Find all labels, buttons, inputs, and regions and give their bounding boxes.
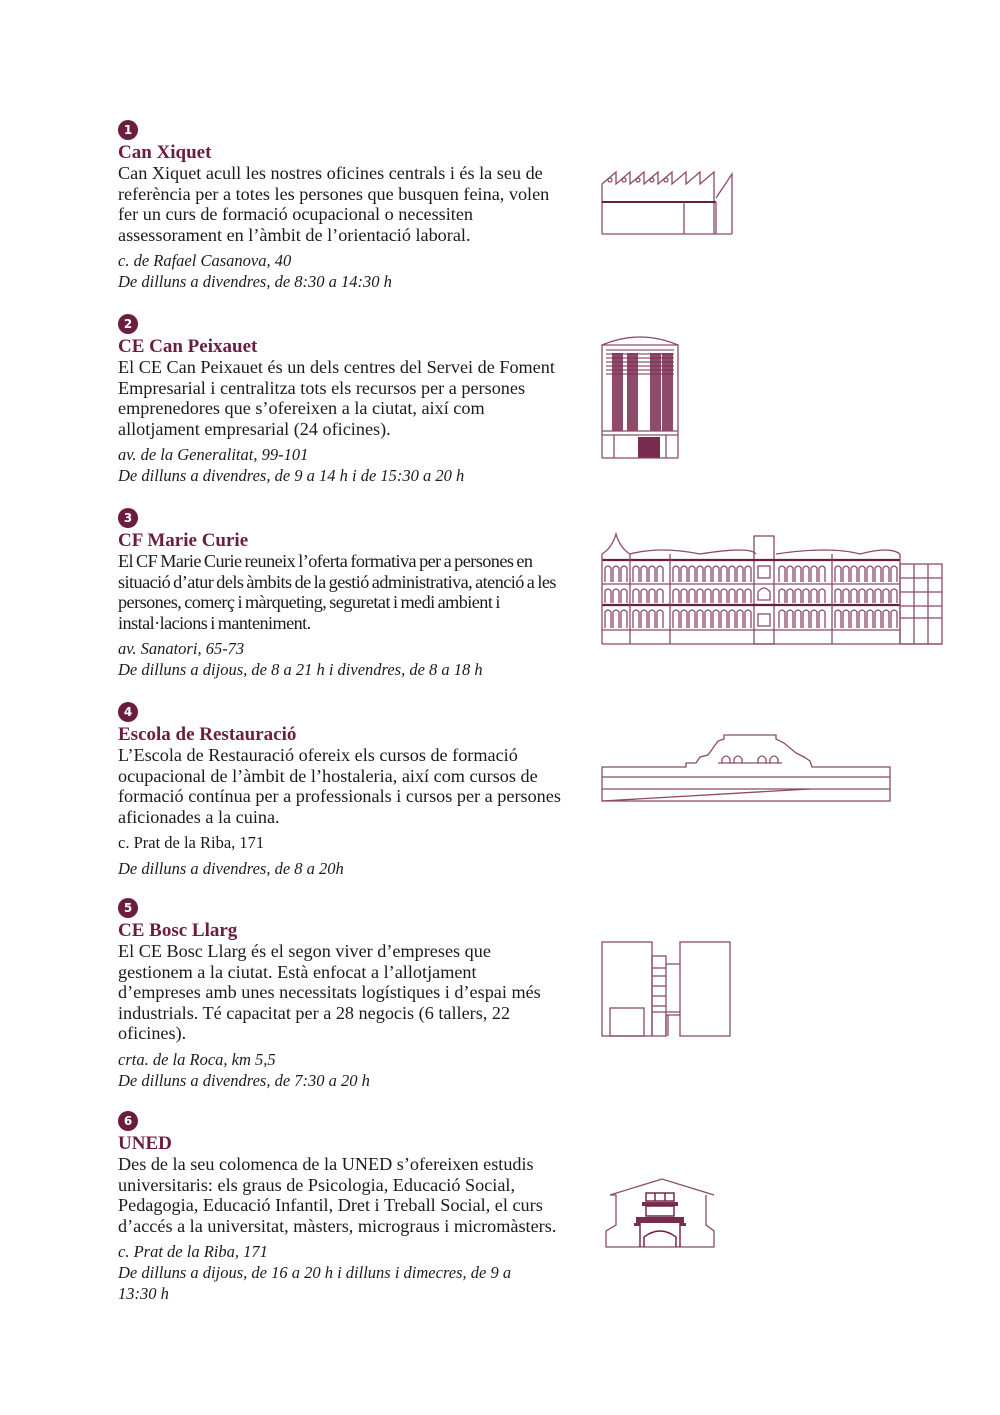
arched-window <box>705 566 711 582</box>
arched-window <box>697 589 703 603</box>
arched-window <box>803 566 809 582</box>
arched-window <box>859 566 865 582</box>
location-entry-can-xiquet <box>118 120 568 292</box>
location-address: av. de la Generalitat, 99-101 <box>118 445 309 464</box>
location-entry-marie-curie <box>118 508 568 680</box>
arched-window <box>803 610 809 628</box>
arched-window <box>795 589 801 603</box>
arched-window <box>633 589 639 603</box>
location-entry-can-peixauet <box>118 314 568 486</box>
arched-window <box>705 589 711 603</box>
location-description: El CE Can Peixauet és un dels centres del Servei de Foment Empresarial i centralitza tots els recursos per a persones emprenedores que s’ofereixen a la ciutat, així com allotjament empresarial (24 oficines). <box>118 357 555 439</box>
arched-window <box>605 589 611 603</box>
arched-window <box>605 566 611 582</box>
location-entry-bosc-llarg <box>118 898 568 1091</box>
arched-window <box>745 610 751 628</box>
number-badge: 2 <box>118 314 138 334</box>
gateway-pavilion-icon <box>600 1175 720 1250</box>
arched-window <box>649 610 655 628</box>
location-address: c. Prat de la Riba, 171 <box>118 833 265 852</box>
long-arched-facade-icon <box>600 530 945 645</box>
arched-window <box>621 589 627 603</box>
location-entry-escola-restauracio <box>118 702 568 879</box>
arched-window <box>657 610 663 628</box>
arched-window <box>681 566 687 582</box>
arched-window <box>613 610 619 628</box>
location-title: CE Can Peixauet <box>118 336 258 357</box>
arched-window <box>621 610 627 628</box>
arched-window <box>795 566 801 582</box>
arched-window <box>795 610 801 628</box>
arched-window <box>605 610 611 628</box>
arched-window <box>867 566 873 582</box>
arched-window <box>875 610 881 628</box>
location-hours: De dilluns a dijous, de 8 a 21 h i divendres, de 8 a 18 h <box>118 660 483 679</box>
arched-window <box>843 610 849 628</box>
arched-window <box>787 610 793 628</box>
arched-window <box>851 566 857 582</box>
arched-window <box>729 610 735 628</box>
arched-window <box>729 589 735 603</box>
arched-window <box>633 610 639 628</box>
arched-window <box>779 589 785 603</box>
arched-window <box>843 589 849 603</box>
arched-window <box>657 566 663 582</box>
colonnade-building-icon <box>600 735 895 807</box>
arched-window <box>621 566 627 582</box>
arched-window <box>787 589 793 603</box>
arched-window <box>745 566 751 582</box>
arched-window <box>803 589 809 603</box>
arched-window <box>737 610 743 628</box>
arched-window <box>657 589 663 603</box>
arched-window <box>713 610 719 628</box>
arched-window <box>883 566 889 582</box>
arched-window <box>673 566 679 582</box>
arched-window <box>681 610 687 628</box>
arched-window <box>883 610 889 628</box>
arched-window <box>835 610 841 628</box>
arched-window <box>819 566 825 582</box>
arched-window <box>649 589 655 603</box>
arched-window <box>673 610 679 628</box>
arched-window <box>779 610 785 628</box>
location-address: crta. de la Roca, km 5,5 <box>118 1049 276 1069</box>
location-hours: De dilluns a divendres, de 8:30 a 14:30 h <box>118 272 392 291</box>
location-title: CF Marie Curie <box>118 530 249 551</box>
arched-window <box>689 610 695 628</box>
modern-block-building-icon <box>600 940 735 1040</box>
number-badge: 1 <box>118 120 138 140</box>
arched-window <box>641 589 647 603</box>
number-badge: 3 <box>118 508 138 528</box>
arched-window <box>835 566 841 582</box>
arched-window <box>891 589 897 603</box>
location-description: El CE Bosc Llarg és el segon viver d’empreses que gestionem a la ciutat. Està enfocat a l’allotjament d’empreses amb unes necessitats logístiques i d’espai més industrials. Té capacitat per a 28 negocis (6 tallers, 22 oficines). <box>118 941 541 1043</box>
location-hours: De dilluns a dijous, de 16 a 20 h i dilluns i dimecres, de 9 a 13:30 h <box>118 1263 512 1303</box>
location-hours: De dilluns a divendres, de 9 a 14 h i de 15:30 a 20 h <box>118 466 465 485</box>
arched-window <box>737 589 743 603</box>
arched-window <box>689 589 695 603</box>
location-title: Can Xiquet <box>118 142 212 163</box>
arched-window <box>843 566 849 582</box>
arched-window <box>721 566 727 582</box>
arched-window <box>867 589 873 603</box>
arched-window <box>681 589 687 603</box>
arched-window <box>697 610 703 628</box>
arched-window <box>737 566 743 582</box>
arched-window <box>713 566 719 582</box>
number-badge: 6 <box>118 1111 138 1131</box>
arched-window <box>819 610 825 628</box>
arched-window <box>673 589 679 603</box>
arched-window <box>851 589 857 603</box>
arched-window <box>875 566 881 582</box>
location-hours: De dilluns a divendres, de 8 a 20h <box>118 859 344 878</box>
location-entry-uned <box>118 1111 568 1304</box>
arched-window <box>641 566 647 582</box>
location-title: Escola de Restauració <box>118 724 297 745</box>
factory-sawtooth-roof-icon <box>600 168 740 240</box>
arched-window <box>867 610 873 628</box>
arched-window <box>883 589 889 603</box>
arched-window <box>811 566 817 582</box>
arched-window <box>891 610 897 628</box>
location-hours: De dilluns a divendres, de 7:30 a 20 h <box>118 1070 370 1090</box>
arched-window <box>713 589 719 603</box>
arched-window <box>851 610 857 628</box>
arched-window <box>859 610 865 628</box>
shuttered-building-icon <box>600 333 680 459</box>
arched-window <box>891 566 897 582</box>
arched-window <box>613 566 619 582</box>
arched-window <box>689 566 695 582</box>
arched-window <box>641 610 647 628</box>
arched-window <box>745 589 751 603</box>
arched-window <box>649 566 655 582</box>
location-description: Des de la seu colomenca de la UNED s’ofereixen estudis universitaris: els graus de Psicologia, Educació Social, Pedagogia, Educació Infantil, Dret i Treball Social, el curs d’accés a la universitat, màsters, micrograus i micromàsters. <box>118 1154 557 1236</box>
location-title: CE Bosc Llarg <box>118 920 238 941</box>
arched-window <box>721 610 727 628</box>
arched-window <box>787 566 793 582</box>
number-badge: 5 <box>118 898 138 918</box>
arched-window <box>859 589 865 603</box>
arched-window <box>633 566 639 582</box>
arched-window <box>811 610 817 628</box>
arched-window <box>835 589 841 603</box>
arched-window <box>721 589 727 603</box>
location-description: L’Escola de Restauració ofereix els cursos de formació ocupacional de l’àmbit de l’hostaleria, així com cursos de formació contínua per a professionals i cursos per a persones aficionades a la cuina. <box>118 745 561 827</box>
arched-window <box>705 610 711 628</box>
arched-window <box>729 566 735 582</box>
location-address: av. Sanatori, 65-73 <box>118 639 245 658</box>
location-title: UNED <box>118 1133 172 1154</box>
arched-window <box>613 589 619 603</box>
number-badge: 4 <box>118 702 138 722</box>
location-address: c. de Rafael Casanova, 40 <box>118 251 292 270</box>
arched-window <box>811 589 817 603</box>
location-description: Can Xiquet acull les nostres oficines centrals i és la seu de referència per a totes les persones que busquen feina, volen fer un curs de formació ocupacional o necessiten assessorament en l’àmbit de l’orientació laboral. <box>118 163 550 245</box>
arched-window <box>875 589 881 603</box>
location-address: c. Prat de la Riba, 171 <box>118 1242 268 1261</box>
arched-window <box>819 589 825 603</box>
location-description: El CF Marie Curie reuneix l’oferta formativa per a persones en situació d’atur dels àmbits de la gestió administrativa, atenció a les persones, comerç i màrqueting, seguretat i medi ambient i instal·lacions i manteniment. <box>118 551 556 633</box>
arched-window <box>697 566 703 582</box>
arched-window <box>779 566 785 582</box>
